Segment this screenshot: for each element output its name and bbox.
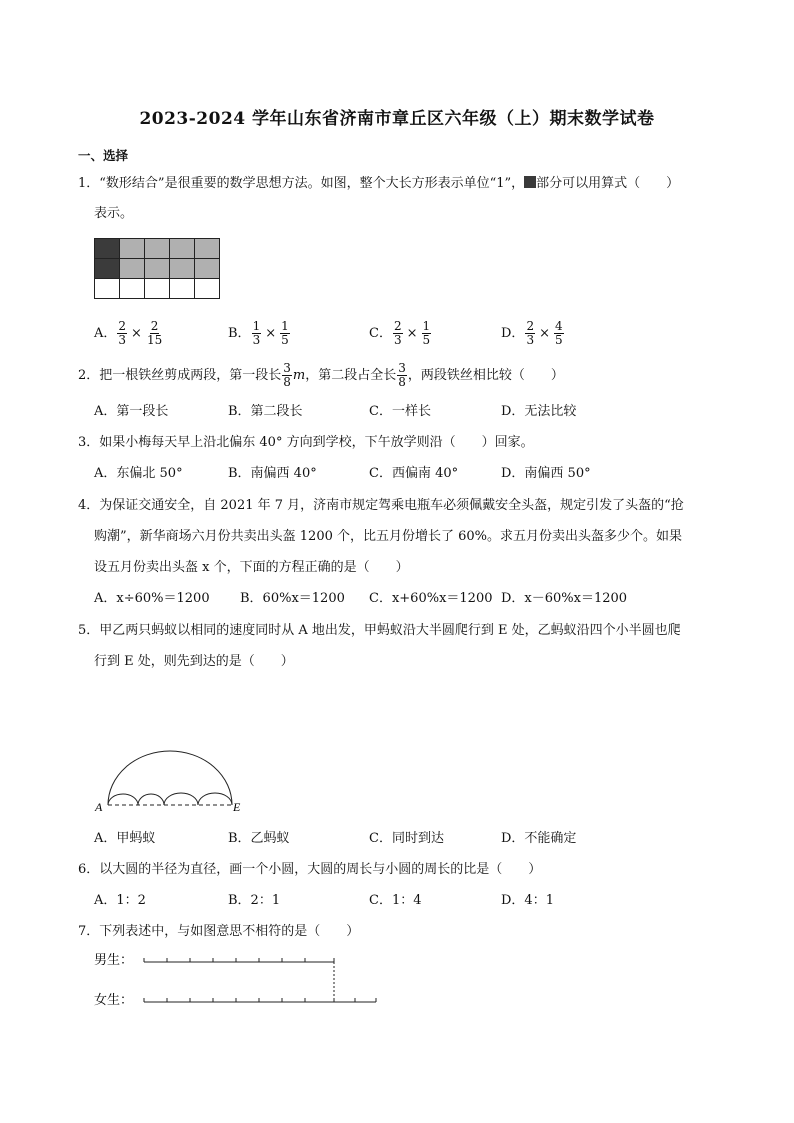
boys-label: 男生： xyxy=(94,953,134,968)
boys-ticks xyxy=(144,958,334,962)
grid-cell xyxy=(195,279,220,299)
grid-cell xyxy=(120,279,145,299)
question-6-option-d[interactable]: D．4：1 xyxy=(501,893,554,908)
point-e-label: E xyxy=(233,800,241,814)
option-label: D． xyxy=(501,326,525,341)
grid-cell xyxy=(145,279,170,299)
question-2-part-c: ，两段铁丝相比较（ ） xyxy=(407,368,564,383)
grid-cell xyxy=(170,239,195,259)
fraction: $\frac{2}{3}$ xyxy=(393,319,402,347)
option-label: A． xyxy=(94,326,117,341)
question-6-option-b[interactable]: B．2：1 xyxy=(228,893,281,908)
question-5-option-b[interactable]: B．乙蚂蚁 xyxy=(228,831,290,846)
fraction: $\frac{3}{8}$ xyxy=(398,361,406,389)
fraction: $\frac{4}{5}$ xyxy=(554,319,563,347)
fraction: $\frac{2}{3}$ xyxy=(118,319,127,347)
times-sign: × xyxy=(131,326,142,341)
girls-ticks xyxy=(144,998,376,1002)
grid-cell xyxy=(170,259,195,279)
point-a-label: A xyxy=(95,800,103,814)
question-2-part-b: ，第二段占全长 xyxy=(305,368,397,383)
question-4-option-a[interactable]: A．x÷60%＝1200 xyxy=(94,591,210,606)
grid-cell xyxy=(120,239,145,259)
question-2-option-b[interactable]: B．第二段长 xyxy=(228,404,303,419)
question-2-part-a: 2．把一根铁丝剪成两段，第一段长 xyxy=(78,368,282,383)
question-6-option-a[interactable]: A．1：2 xyxy=(94,893,146,908)
question-5-option-d[interactable]: D．不能确定 xyxy=(501,831,577,846)
question-1-option-a[interactable] xyxy=(94,320,164,347)
grid-cell xyxy=(170,279,195,299)
question-2-option-d[interactable]: D．无法比较 xyxy=(501,404,577,419)
question-2-option-c[interactable]: C．一样长 xyxy=(369,404,431,419)
section-heading: 一、选择 xyxy=(78,148,129,163)
question-3-option-a[interactable]: A．东偏北 50° xyxy=(94,466,183,481)
times-sign: × xyxy=(265,326,277,341)
question-4-line-2: 购潮”，新华商场六月份共卖出头盔 1200 个，比五月份增长了 60%。求五月份卖出头盔多少个。如果 xyxy=(94,529,683,544)
question-5-semicircle-figure xyxy=(94,748,254,816)
option-label: B． xyxy=(228,326,251,341)
question-1-option-c[interactable] xyxy=(369,320,432,347)
question-3-option-b[interactable]: B．南偏西 40° xyxy=(228,466,317,481)
question-4-option-b[interactable]: B．60%x＝1200 xyxy=(240,591,345,606)
question-1-text-a: 1．“数形结合”是很重要的数学思想方法。如图，整个大长方形表示单位“1”， xyxy=(78,176,525,191)
question-4-option-c[interactable]: C．x+60%x＝1200 xyxy=(369,591,493,606)
fraction: $\frac{1}{5}$ xyxy=(281,319,289,347)
small-semicircle xyxy=(164,793,198,805)
question-1-text-b: 部分可以用算式（ ） xyxy=(536,176,680,191)
small-semicircle xyxy=(138,794,164,805)
grid-cell xyxy=(95,259,120,279)
grid-cell xyxy=(95,279,120,299)
question-2-option-a[interactable]: A．第一段长 xyxy=(94,404,169,419)
grid-cell xyxy=(195,259,220,279)
question-3-option-d[interactable]: D．南偏西 50° xyxy=(501,466,591,481)
grid-cell xyxy=(195,239,220,259)
times-sign: × xyxy=(539,326,550,341)
times-sign: × xyxy=(406,326,418,341)
fraction: $\frac{2}{3}$ xyxy=(526,319,535,347)
grid-cell xyxy=(145,259,170,279)
question-4-option-d[interactable]: D．x－60%x＝1200 xyxy=(501,591,628,606)
question-5-line-2: 行到 E 处，则先到达的是（ ） xyxy=(94,654,294,669)
large-semicircle xyxy=(108,751,232,805)
grid-cell xyxy=(95,239,120,259)
fraction: $\frac{2}{15}$ xyxy=(146,319,163,347)
girls-label: 女生： xyxy=(94,993,134,1008)
question-4-line-1: 4．为保证交通安全，自 2021 年 7 月，济南市规定驾乘电瓶车必须佩戴安全头盔，规定引发了头盔的“抢 xyxy=(78,498,684,513)
question-1-option-b[interactable] xyxy=(228,320,291,347)
unit-meter: m xyxy=(292,368,306,383)
fraction: $\frac{1}{5}$ xyxy=(422,319,431,347)
question-1-figure-grid xyxy=(94,238,220,299)
question-6-option-c[interactable]: C．1：4 xyxy=(369,893,422,908)
grid-cell xyxy=(120,259,145,279)
question-7-bar-figure xyxy=(94,948,394,1010)
question-3-text: 3．如果小梅每天早上沿北偏东 40° 方向到学校，下午放学则沿（ ）回家。 xyxy=(78,435,534,450)
fraction: $\frac{3}{8}$ xyxy=(283,361,291,389)
question-5-option-c[interactable]: C．同时到达 xyxy=(369,831,444,846)
dark-square-icon xyxy=(524,176,536,188)
small-semicircle xyxy=(198,793,232,805)
question-7-text: 7．下列表述中，与如图意思不相符的是（ ） xyxy=(78,924,360,939)
question-1-option-d[interactable] xyxy=(501,320,565,347)
question-2-text xyxy=(78,362,564,389)
question-5-option-a[interactable]: A．甲蚂蚁 xyxy=(94,831,156,846)
question-3-option-c[interactable]: C．西偏南 40° xyxy=(369,466,459,481)
question-1-line-1 xyxy=(78,175,679,193)
option-label: C． xyxy=(369,326,392,341)
question-4-line-3: 设五月份卖出头盔 x 个，下面的方程正确的是（ ） xyxy=(94,560,409,575)
small-semicircle xyxy=(108,794,138,805)
question-1-line-2: 表示。 xyxy=(94,206,134,221)
page-title: 2023-2024 学年山东省济南市章丘区六年级（上）期末数学试卷 xyxy=(139,109,655,129)
grid-cell xyxy=(145,239,170,259)
question-5-line-1: 5．甲乙两只蚂蚁以相同的速度同时从 A 地出发，甲蚂蚁沿大半圆爬行到 E 处，乙蚂蚁沿四个小半圆也爬 xyxy=(78,623,681,638)
fraction: $\frac{1}{3}$ xyxy=(252,319,261,347)
question-6-text: 6．以大圆的半径为直径，画一个小圆，大圆的周长与小圆的周长的比是（ ） xyxy=(78,862,542,877)
